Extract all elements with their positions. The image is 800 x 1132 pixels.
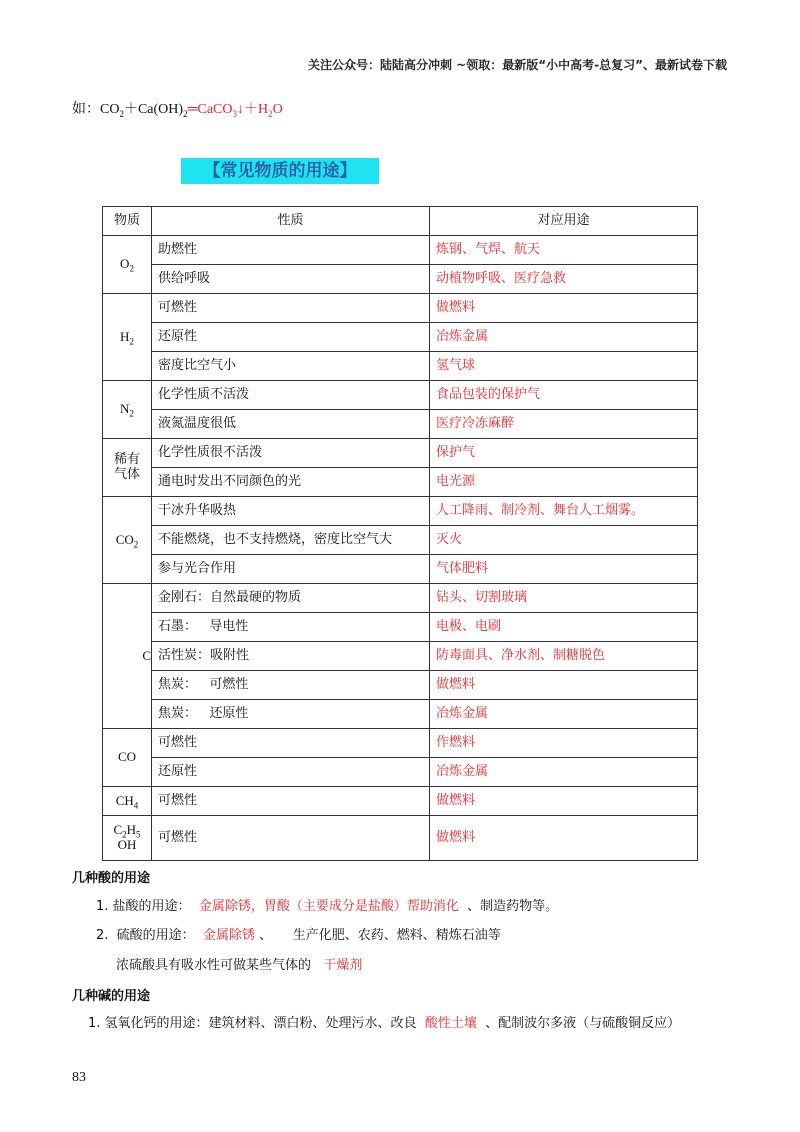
property-cell: 可燃性 <box>152 816 430 861</box>
property-cell: 不能燃烧，也不支持燃烧，密度比空气大 <box>152 526 430 555</box>
substance-cell: $C_2H_5$ OH <box>103 816 152 861</box>
substance-cell: CO <box>103 729 152 787</box>
use-cell: 做燃料 <box>430 787 698 816</box>
table-row <box>103 758 698 787</box>
property-cell: 活性炭：吸附性 <box>152 642 430 671</box>
use-cell: 作燃料 <box>430 729 698 758</box>
property-cell: 金刚石：自然最硬的物质 <box>152 584 430 613</box>
table-header-row <box>103 207 698 236</box>
col-header-property: 性质 <box>152 207 430 236</box>
substance-cell: $H_2$ <box>103 294 152 381</box>
acids-section-title: 几种酸的用途 <box>72 871 151 886</box>
property-cell: 可燃性 <box>152 787 430 816</box>
col-header-substance: 物质 <box>103 207 152 236</box>
property-cell: 焦炭： 还原性 <box>152 700 430 729</box>
page-header: 关注公众号：陆陆高分冲刺 ~领取：最新版“小中高考-总复习”、最新试卷下载 <box>308 58 727 72</box>
table-row <box>103 294 698 323</box>
table-row <box>103 642 698 671</box>
property-cell: 化学性质很不活泼 <box>152 439 430 468</box>
substance-cell: C <box>103 584 152 729</box>
use-cell: 防毒面具、净水剂、制糖脱色 <box>430 642 698 671</box>
use-cell: 冶炼金属 <box>430 323 698 352</box>
table-row <box>103 497 698 526</box>
base-use-item: 1. 氢氧化钙的用途：建筑材料、漂白粉、处理污水、改良 酸性土壤 、配制波尔多液（与硫酸铜反应） <box>88 1016 681 1031</box>
table-row <box>103 700 698 729</box>
acid-use-item: 1. 盐酸的用途： 金属除锈，胃酸（主要成分是盐酸）帮助消化 、制造药物等。 <box>96 899 559 914</box>
use-cell: 做燃料 <box>430 816 698 861</box>
table-row <box>103 410 698 439</box>
bases-section-title: 几种碱的用途 <box>72 989 151 1004</box>
property-cell: 还原性 <box>152 758 430 787</box>
table-row <box>103 816 698 861</box>
property-cell: 化学性质不活泼 <box>152 381 430 410</box>
table-row <box>103 671 698 700</box>
property-cell: 密度比空气小 <box>152 352 430 381</box>
table-row <box>103 787 698 816</box>
acid-use-item: 浓硫酸具有吸水性可做某些气体的 干燥剂 <box>116 958 363 973</box>
use-cell: 冶炼金属 <box>430 758 698 787</box>
use-cell: 保护气 <box>430 439 698 468</box>
use-cell: 动植物呼吸、医疗急救 <box>430 265 698 294</box>
property-cell: 石墨： 导电性 <box>152 613 430 642</box>
table-row <box>103 613 698 642</box>
property-cell: 焦炭： 可燃性 <box>152 671 430 700</box>
property-cell: 助燃性 <box>152 236 430 265</box>
use-cell: 电极、电刷 <box>430 613 698 642</box>
substance-cell: $N_2$ <box>103 381 152 439</box>
substance-cell: $O_2$ <box>103 236 152 294</box>
col-header-use: 对应用途 <box>430 207 698 236</box>
property-cell: 通电时发出不同颜色的光 <box>152 468 430 497</box>
use-cell: 炼钢、气焊、航天 <box>430 236 698 265</box>
section-title: 【常见物质的用途】 <box>181 158 379 184</box>
property-cell: 可燃性 <box>152 729 430 758</box>
table-row <box>103 381 698 410</box>
property-cell: 供给呼吸 <box>152 265 430 294</box>
table-row <box>103 439 698 468</box>
use-cell: 灭火 <box>430 526 698 555</box>
acid-use-item: 2. 硫酸的用途： 金属除锈 、 生产化肥、农药、燃料、精炼石油等 <box>96 928 501 943</box>
property-cell: 液氮温度很低 <box>152 410 430 439</box>
property-cell: 可燃性 <box>152 294 430 323</box>
property-cell: 干冰升华吸热 <box>152 497 430 526</box>
table-row <box>103 729 698 758</box>
use-cell: 冶炼金属 <box>430 700 698 729</box>
substance-uses-table <box>102 206 698 861</box>
use-cell: 做燃料 <box>430 671 698 700</box>
use-cell: 食品包装的保护气 <box>430 381 698 410</box>
substance-cell: $CO_2$ <box>103 497 152 584</box>
table-row <box>103 526 698 555</box>
use-cell: 人工降雨、制冷剂、舞台人工烟雾。 <box>430 497 698 526</box>
table-row <box>103 236 698 265</box>
table-row <box>103 555 698 584</box>
property-cell: 参与光合作用 <box>152 555 430 584</box>
page-number: 83 <box>72 1070 86 1085</box>
substance-cell: $CH_4$ <box>103 787 152 816</box>
use-cell: 气体肥料 <box>430 555 698 584</box>
use-cell: 医疗冷冻麻醉 <box>430 410 698 439</box>
table-row <box>103 352 698 381</box>
table-row <box>103 323 698 352</box>
use-cell: 钻头、切割玻璃 <box>430 584 698 613</box>
substance-cell: 稀有气体 <box>103 439 152 497</box>
table-row <box>103 584 698 613</box>
reaction-formula: 如：$CO_2+Ca(OH)_2═CaCO_3↓+H_2O$ <box>72 102 283 119</box>
use-cell: 做燃料 <box>430 294 698 323</box>
table-row <box>103 468 698 497</box>
use-cell: 电光源 <box>430 468 698 497</box>
table-row <box>103 265 698 294</box>
property-cell: 还原性 <box>152 323 430 352</box>
use-cell: 氢气球 <box>430 352 698 381</box>
